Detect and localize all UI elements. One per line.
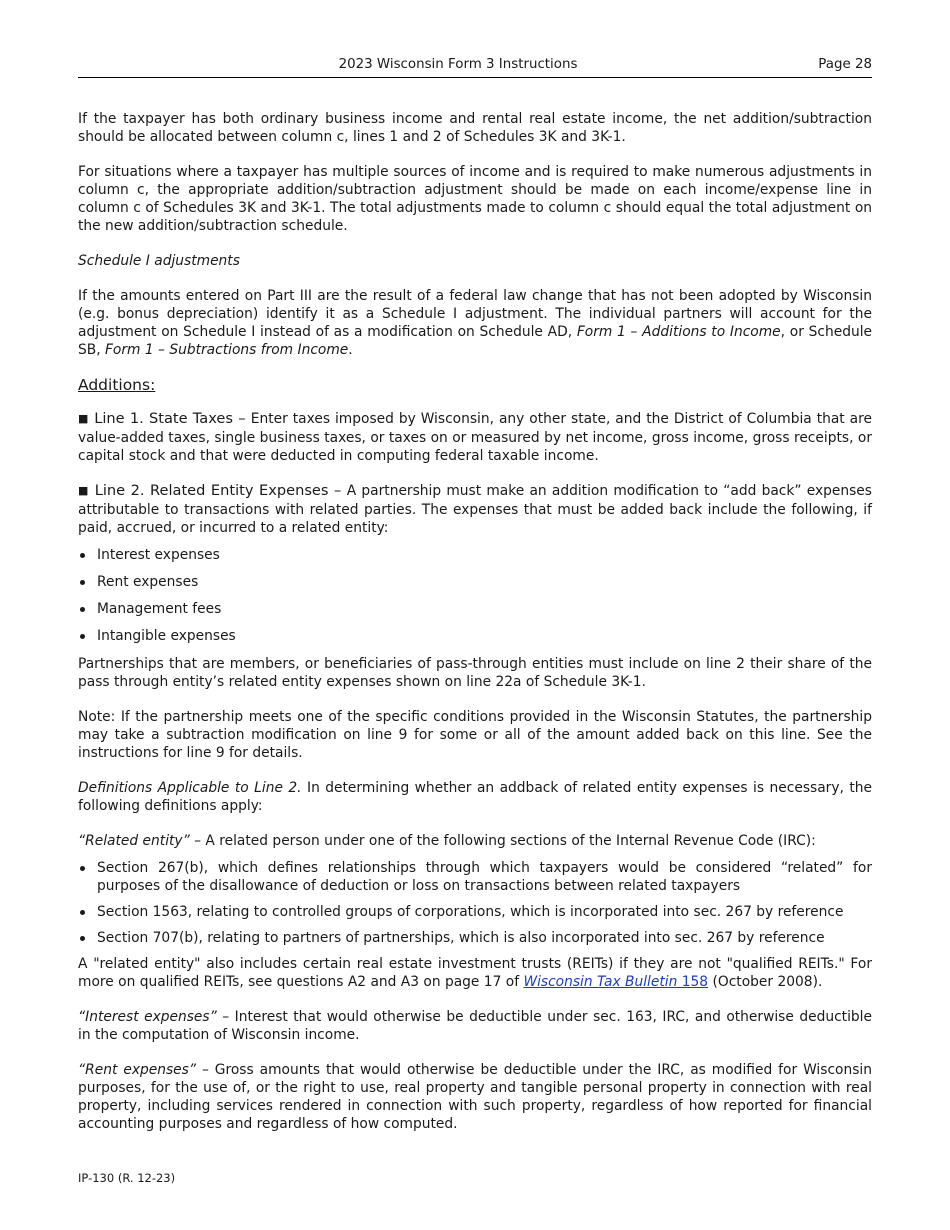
list-item: Section 267(b), which defines relationships through which taxpayers would be considered “related” for purposes of the disallowance of deduction or loss on transactions between related taxpayers bbox=[78, 859, 872, 895]
related-entity-label: “Related entity” – bbox=[78, 833, 206, 849]
list-item: Interest expenses bbox=[78, 546, 872, 564]
rent-expenses-label: “Rent expenses” – bbox=[78, 1062, 215, 1078]
page-header bbox=[78, 57, 872, 78]
paragraph-multiple-sources: For situations where a taxpayer has multiple sources of income and is required to make numerous adjustments in column c, the appropriate addition/subtraction adjustment should be made on each income/expense line in column c of Schedules 3K and 3K-1. The total adjustments made to column c should equal the total adjustment on the new addition/subtraction schedule. bbox=[78, 164, 872, 234]
list-item: Section 1563, relating to controlled groups of corporations, which is incorporated into sec. 267 by reference bbox=[78, 903, 872, 921]
line-2-heading: ■ Line 2. Related Entity Expenses – bbox=[78, 482, 347, 499]
page-content bbox=[78, 110, 872, 1150]
list-item: Rent expenses bbox=[78, 573, 872, 591]
paragraph-allocation: If the taxpayer has both ordinary business income and rental real estate income, the net addition/subtraction should be allocated between column c, lines 1 and 2 of Schedules 3K and 3K-1. bbox=[78, 111, 872, 145]
square-bullet-icon: ■ bbox=[78, 412, 89, 425]
list-item: Management fees bbox=[78, 600, 872, 618]
paragraph-related-entity: “Related entity” – A related person under one of the following sections of the Internal Revenue Code (IRC): bbox=[78, 833, 816, 849]
form-footer-id: IP-130 (R. 12-23) bbox=[78, 1171, 176, 1185]
form1-additions-ref: Form 1 – Additions to Income bbox=[576, 324, 781, 340]
paragraph-reits: A "related entity" also includes certain real estate investment trusts (REITs) if they are not "qualified REITs." For more on qualified REITs, see questions A2 and A3 on page 17 of Wisconsin Tax Bulletin 158 (October 2008). bbox=[78, 956, 872, 990]
paragraph-note: Note: If the partnership meets one of the specific conditions provided in the Wisconsin Statutes, the partnership may take a subtraction modification on line 9 for some or all of the amount added back on this line. See the instructions for line 9 for details. bbox=[78, 709, 872, 761]
interest-expenses-label: “Interest expenses” – bbox=[78, 1009, 235, 1025]
paragraph-definitions: Definitions Applicable to Line 2. In determining whether an addback of related entity expenses is necessary, the following definitions apply: bbox=[78, 780, 872, 814]
paragraph-interest-expenses: “Interest expenses” – Interest that would otherwise be deductible under sec. 163, IRC, and otherwise deductible in the computation of Wisconsin income. bbox=[78, 1009, 872, 1043]
definitions-label: Definitions Applicable to Line 2. bbox=[78, 780, 302, 796]
irc-sections-list bbox=[78, 859, 872, 947]
note-label: Note: bbox=[78, 709, 121, 725]
schedule-i-heading: Schedule I adjustments bbox=[78, 253, 240, 269]
square-bullet-icon: ■ bbox=[78, 484, 90, 497]
list-item: Section 707(b), relating to partners of partnerships, which is also incorporated into sec. 267 by reference bbox=[78, 929, 872, 947]
paragraph-members: Partnerships that are members, or beneficiaries of pass-through entities must include on line 2 their share of the pass through entity’s related entity expenses shown on line 22a of Schedule 3K-1. bbox=[78, 656, 872, 690]
tax-bulletin-link[interactable]: Wisconsin Tax Bulletin 158 bbox=[523, 974, 709, 990]
paragraph-schedule-i: If the amounts entered on Part III are the result of a federal law change that has not been adopted by Wisconsin (e.g. bonus depreciation) identify it as a Schedule I adjustment. The individual partners will account for the adjustment on Schedule I instead of as a modification on Schedule AD, Form 1 – Additions to Income, or Schedule SB, Form 1 – Subtractions from Income. bbox=[78, 288, 873, 358]
document-title: 2023 Wisconsin Form 3 Instructions bbox=[338, 57, 578, 72]
paragraph-rent-expenses: “Rent expenses” – Gross amounts that would otherwise be deductible under the IRC, as modified for Wisconsin purposes, for the use of, or the right to use, real property and tangible personal property in connection with real property, including services rendered in connection with such property, regardless of how reported for financial accounting purposes and regardless of how computed. bbox=[78, 1062, 872, 1132]
paragraph-line-1: ■ Line 1. State Taxes – Enter taxes imposed by Wisconsin, any other state, and the District of Columbia that are value-added taxes, single business taxes, or taxes on or measured by net income, gross income, gross receipts, or capital stock and that were deducted in computing federal taxable income. bbox=[78, 410, 872, 464]
additions-heading: Additions: bbox=[78, 376, 156, 394]
page-number: Page 28 bbox=[818, 57, 872, 72]
list-item: Intangible expenses bbox=[78, 627, 872, 645]
line-1-heading: ■ Line 1. State Taxes – bbox=[78, 410, 251, 427]
paragraph-line-2: ■ Line 2. Related Entity Expenses – A partnership must make an addition modification to “add back” expenses attributable to transactions with related parties. The expenses that must be added back include the following, if paid, accrued, or incurred to a related entity: bbox=[78, 482, 872, 536]
expense-list bbox=[78, 546, 872, 645]
form1-subtractions-ref: Form 1 – Subtractions from Income bbox=[105, 342, 349, 358]
